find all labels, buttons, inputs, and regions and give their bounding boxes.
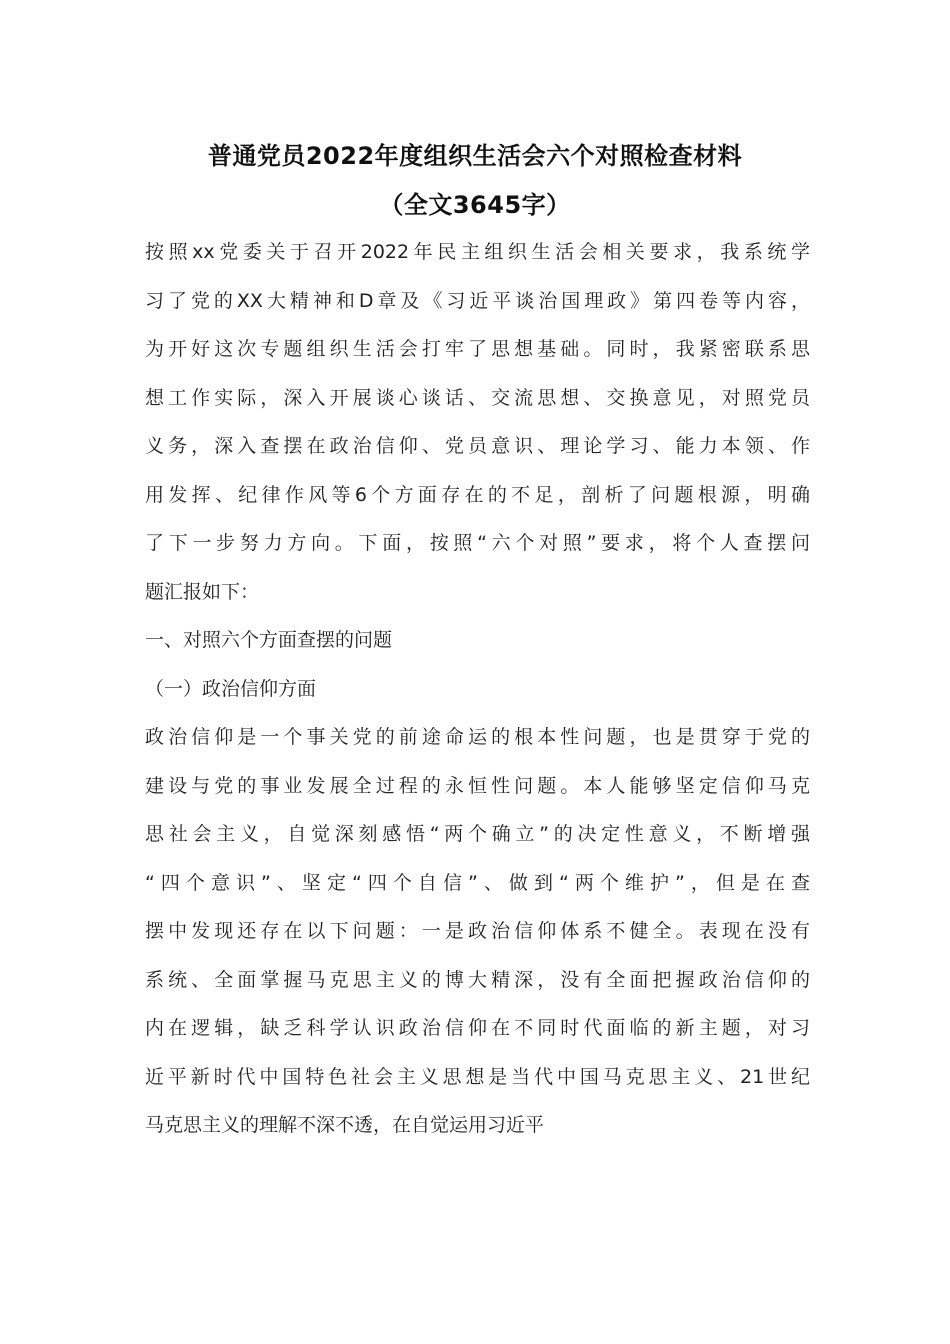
body-line: 了下一步努力方向。下面，按照“六个对照”要求，将个人查摆问 — [145, 532, 810, 554]
document-body — [145, 228, 810, 1150]
body-line: 为开好这次专题组织生活会打牢了思想基础。同时，我紧密联系思 — [145, 338, 810, 360]
body-line: 题汇报如下： — [145, 580, 260, 603]
body-line: 想工作实际，深入开展谈心谈话、交流思想、交换意见，对照党员 — [145, 386, 810, 409]
body-line: 建设与党的事业发展全过程的永恒性问题。本人能够坚定信仰马克 — [145, 774, 810, 797]
body-line: 内在逻辑，缺乏科学认识政治信仰在不同时代面临的新主题，对习 — [145, 1017, 810, 1039]
body-line: （一）政治信仰方面 — [145, 677, 317, 700]
body-line: 近平新时代中国特色社会主义思想是当代中国马克思主义、21世纪 — [145, 1065, 810, 1088]
body-line: 用发挥、纪律作风等6个方面存在的不足，剖析了问题根源，明确 — [145, 483, 810, 506]
document-title: 普通党员2022年度组织生活会六个对照检查材料 — [207, 142, 743, 170]
body-line: 系统、全面掌握马克思主义的博大精深，没有全面把握政治信仰的 — [145, 968, 810, 991]
body-line: 思社会主义，自觉深刻感悟“两个确立”的决定性意义，不断增强 — [145, 823, 810, 845]
body-line: 政治信仰是一个事关党的前途命运的根本性问题，也是贯穿于党的 — [145, 726, 810, 748]
body-line: 摆中发现还存在以下问题：一是政治信仰体系不健全。表现在没有 — [145, 920, 810, 942]
document-subtitle: （全文3645字） — [379, 191, 571, 219]
body-line: 习了党的XX大精神和D章及《习近平谈治国理政》第四卷等内容， — [145, 289, 810, 312]
body-line: 按照xx党委关于召开2022年民主组织生活会相关要求，我系统学 — [145, 241, 810, 263]
body-line: 一、对照六个方面查摆的问题 — [145, 629, 393, 651]
body-line: “四个意识”、坚定“四个自信”、做到“两个维护”，但是在查 — [145, 871, 810, 894]
body-line: 义务，深入查摆在政治信仰、党员意识、理论学习、能力本领、作 — [145, 435, 810, 457]
body-line: 马克思主义的理解不深不透，在自觉运用习近平 — [145, 1114, 545, 1136]
